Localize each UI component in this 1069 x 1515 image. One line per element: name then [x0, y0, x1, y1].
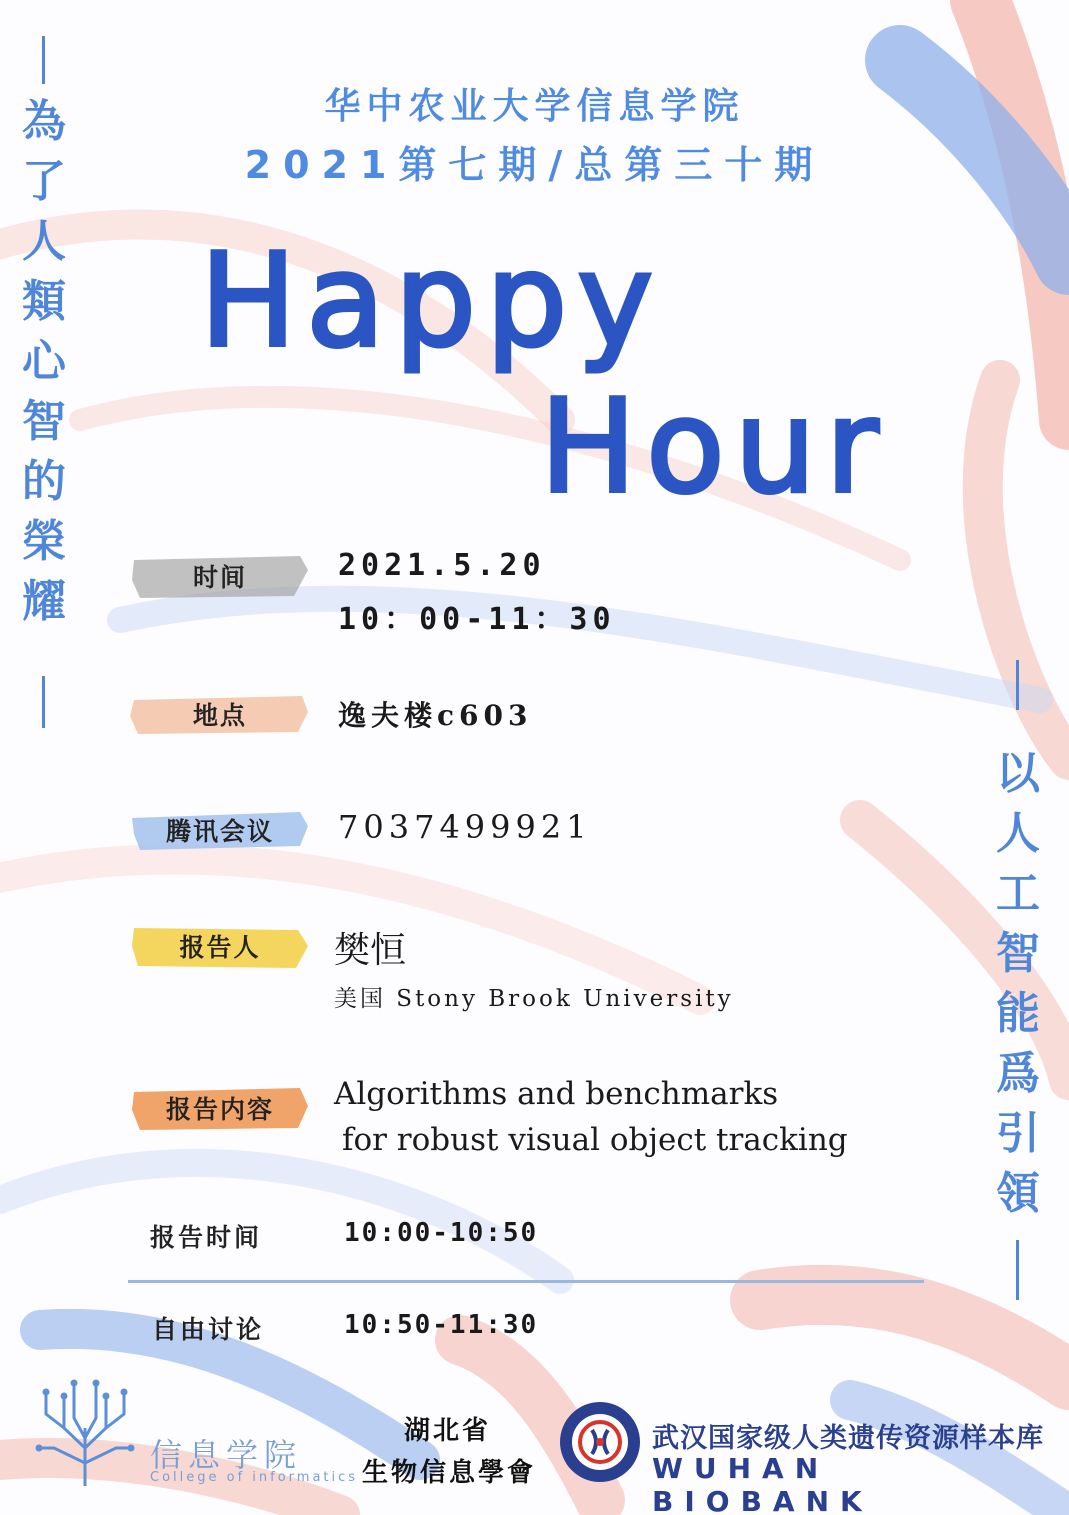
speaker-affiliation: 美国 Stony Brook University: [334, 986, 734, 1012]
left-motto-top-bar: [42, 36, 45, 84]
left-motto-char: 了: [22, 156, 66, 207]
right-motto-char: 爲: [996, 1048, 1040, 1099]
society-line-2: 生物信息學會: [362, 1458, 537, 1488]
place-value: 逸夫楼c603: [338, 699, 533, 732]
right-vertical-motto: [988, 744, 1048, 1224]
right-motto-bottom-bar: [1016, 1240, 1019, 1300]
right-motto-char: 人: [996, 808, 1040, 859]
right-motto-top-bar: [1016, 660, 1019, 710]
speaker-label: 报告人: [130, 920, 310, 972]
left-motto-char: 心: [22, 336, 66, 387]
left-motto-char: 的: [22, 456, 66, 507]
right-motto-char: 能: [996, 988, 1040, 1039]
topic-line-1: Algorithms and benchmarks: [334, 1076, 779, 1112]
right-motto-char: 智: [996, 928, 1040, 979]
college-name-cn: 信息学院: [150, 1436, 303, 1474]
left-motto-char: 類: [22, 276, 66, 327]
right-motto-char: 以: [996, 748, 1040, 799]
divider: [128, 1280, 924, 1283]
talk-time-value: 10:00-10:50: [344, 1218, 539, 1248]
left-motto-char: 為: [22, 96, 66, 147]
college-name-en: College of informatics: [150, 1470, 359, 1485]
speaker-name: 樊恒: [334, 930, 407, 971]
left-motto-char: 人: [22, 216, 66, 267]
issue-heading: 2021第七期/总第三十期: [244, 143, 825, 187]
title-happy: Happy: [200, 227, 663, 376]
meeting-id: 7037499921: [338, 808, 592, 846]
discussion-value: 10:50-11:30: [344, 1310, 539, 1340]
left-motto-char: 智: [22, 396, 66, 447]
left-motto-char: 耀: [22, 576, 66, 627]
college-heading: 华中农业大学信息学院: [324, 86, 745, 127]
left-vertical-motto: [14, 92, 74, 632]
event-date: 2021.5.20: [338, 548, 546, 583]
place-label: 地点: [130, 688, 310, 740]
time-label: 时间: [130, 550, 310, 602]
left-motto-char: 榮: [22, 516, 66, 567]
discussion-label: 自由讨论: [152, 1315, 265, 1344]
biobank-seal-logo: [558, 1400, 642, 1484]
biobank-name-cn: 武汉国家级人类遗传资源样本库: [652, 1423, 1044, 1454]
event-time-range: 10：00-11：30: [338, 602, 616, 637]
biobank-name-en: WUHAN BIOBANK: [652, 1452, 873, 1515]
right-motto-char: 領: [996, 1168, 1040, 1219]
right-motto-char: 引: [996, 1108, 1040, 1159]
topic-label: 报告内容: [130, 1082, 310, 1134]
society-line-1: 湖北省: [404, 1416, 492, 1446]
right-motto-char: 工: [996, 868, 1040, 919]
talk-time-label: 报告时间: [150, 1223, 263, 1252]
topic-line-2: for robust visual object tracking: [342, 1122, 848, 1158]
left-motto-bottom-bar: [42, 676, 45, 728]
title-hour: Hour: [540, 373, 889, 522]
circuit-tree-logo: [34, 1378, 136, 1488]
meeting-label: 腾讯会议: [130, 804, 310, 856]
